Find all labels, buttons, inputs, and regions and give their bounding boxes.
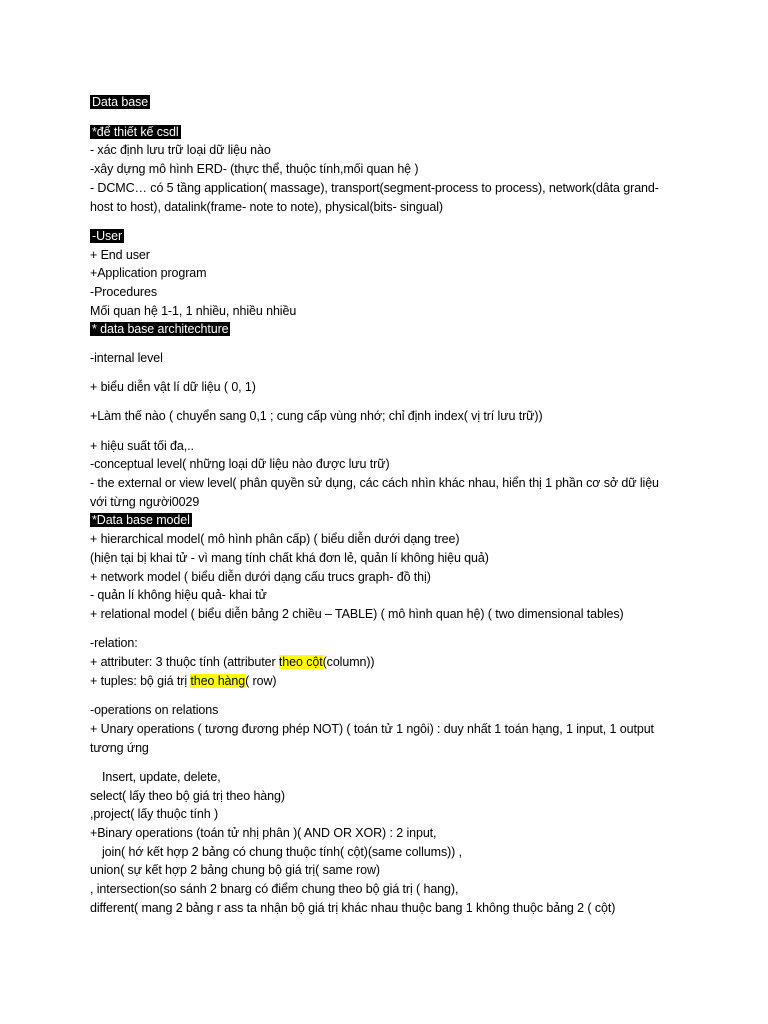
text-line: +Binary operations (toán tử nhị phân )( AND OR XOR) : 2 input, (90, 826, 437, 840)
text-line: + Unary operations ( tương đương phép NOT) ( toán tử 1 ngôi) : duy nhất 1 toán hạng, 1 input, 1 output (90, 722, 654, 736)
text-line: - DCMC… có 5 tầng application( massage), transport(segment-process to process), network(dâta grand- (90, 181, 659, 195)
text-line: + network model ( biểu diễn dưới dạng cấu trucs graph- đồ thị) (90, 570, 431, 584)
text-line: + relational model ( biểu diễn bảng 2 chiều – TABLE) ( mô hình quan hệ) ( two dimensional tables) (90, 607, 624, 621)
text-line: + hiệu suất tối đa,.. (90, 439, 194, 453)
text-line: -operations on relations (90, 703, 219, 717)
text-line: tương ứng (90, 741, 149, 755)
text-line: - xác định lưu trữ loại dữ liệu nào (90, 143, 271, 157)
text-line: Insert, update, delete, (102, 770, 221, 784)
text-line: -internal level (90, 351, 163, 365)
highlight-theo-hang: theo hàng (190, 674, 246, 688)
text-line: + hierarchical model( mô hình phân cấp) ( biểu diễn dưới dạng tree) (90, 532, 460, 546)
text-line: join( hớ kết hợp 2 bảng có chung thuộc tính( cột)(same collums)) , (102, 845, 462, 859)
text-line: + biểu diễn vật lí dữ liệu ( 0, 1) (90, 380, 256, 394)
text-line: với từng người0029 (90, 495, 200, 509)
text-line: - the external or view level( phân quyền sử dụng, các cách nhìn khác nhau, hiển thị 1 phần cơ sở dữ liệu (90, 476, 659, 490)
highlight-theo-cot: theo cột (278, 655, 323, 669)
text-line: -xây dựng mô hình ERD- (thực thể, thuộc tính,mối quan hệ ) (90, 162, 419, 176)
heading-thiet-ke-csdl: *để thiết kế csdl (92, 125, 179, 139)
heading-architecture: * data base architechture (92, 322, 229, 336)
text-line: (hiện tại bị khai tử - vì mang tính chất khá đơn lẻ, quản lí không hiệu quả) (90, 551, 489, 565)
heading-data-base: Data base (92, 95, 149, 109)
heading-data-base-model: *Data base model (92, 513, 190, 527)
text-line: -relation: (90, 636, 138, 650)
text-line: union( sự kết hợp 2 bảng chung bộ giá trị( same row) (90, 863, 380, 877)
text-line: different( mang 2 bảng r ass ta nhận bộ giá trị khác nhau thuộc bang 1 không thuộc bảng 2 ( cột) (90, 901, 616, 915)
text-line: -conceptual level( những loại dữ liệu nào được lưu trữ) (90, 457, 390, 471)
text-line: +Làm thế nào ( chuyển sang 0,1 ; cung cấp vùng nhớ; chỉ định index( vị trí lưu trữ)) (90, 409, 543, 423)
text-line: select( lấy theo bộ giá trị theo hàng) (90, 789, 285, 803)
heading-user: -User (92, 229, 123, 243)
text-line: host to host), datalink(frame- note to note), physical(bits- singual) (90, 200, 443, 214)
text-line: Mối quan hệ 1-1, 1 nhiều, nhiều nhiều (90, 304, 297, 318)
text-line: + attributer: 3 thuộc tính (attributer theo cột(column)) (90, 655, 375, 669)
text-line: ,project( lấy thuộc tính ) (90, 807, 219, 821)
text-line: + End user (90, 248, 150, 262)
text-line: + tuples: bộ giá trị theo hàng( row) (90, 674, 277, 688)
text-line: , intersection(so sánh 2 bnarg có điểm chung theo bộ giá trị ( hang), (90, 882, 459, 896)
text-line: +Application program (90, 266, 207, 280)
text-line: - quản lí không hiệu quả- khai tử (90, 588, 267, 602)
text-line: -Procedures (90, 285, 157, 299)
